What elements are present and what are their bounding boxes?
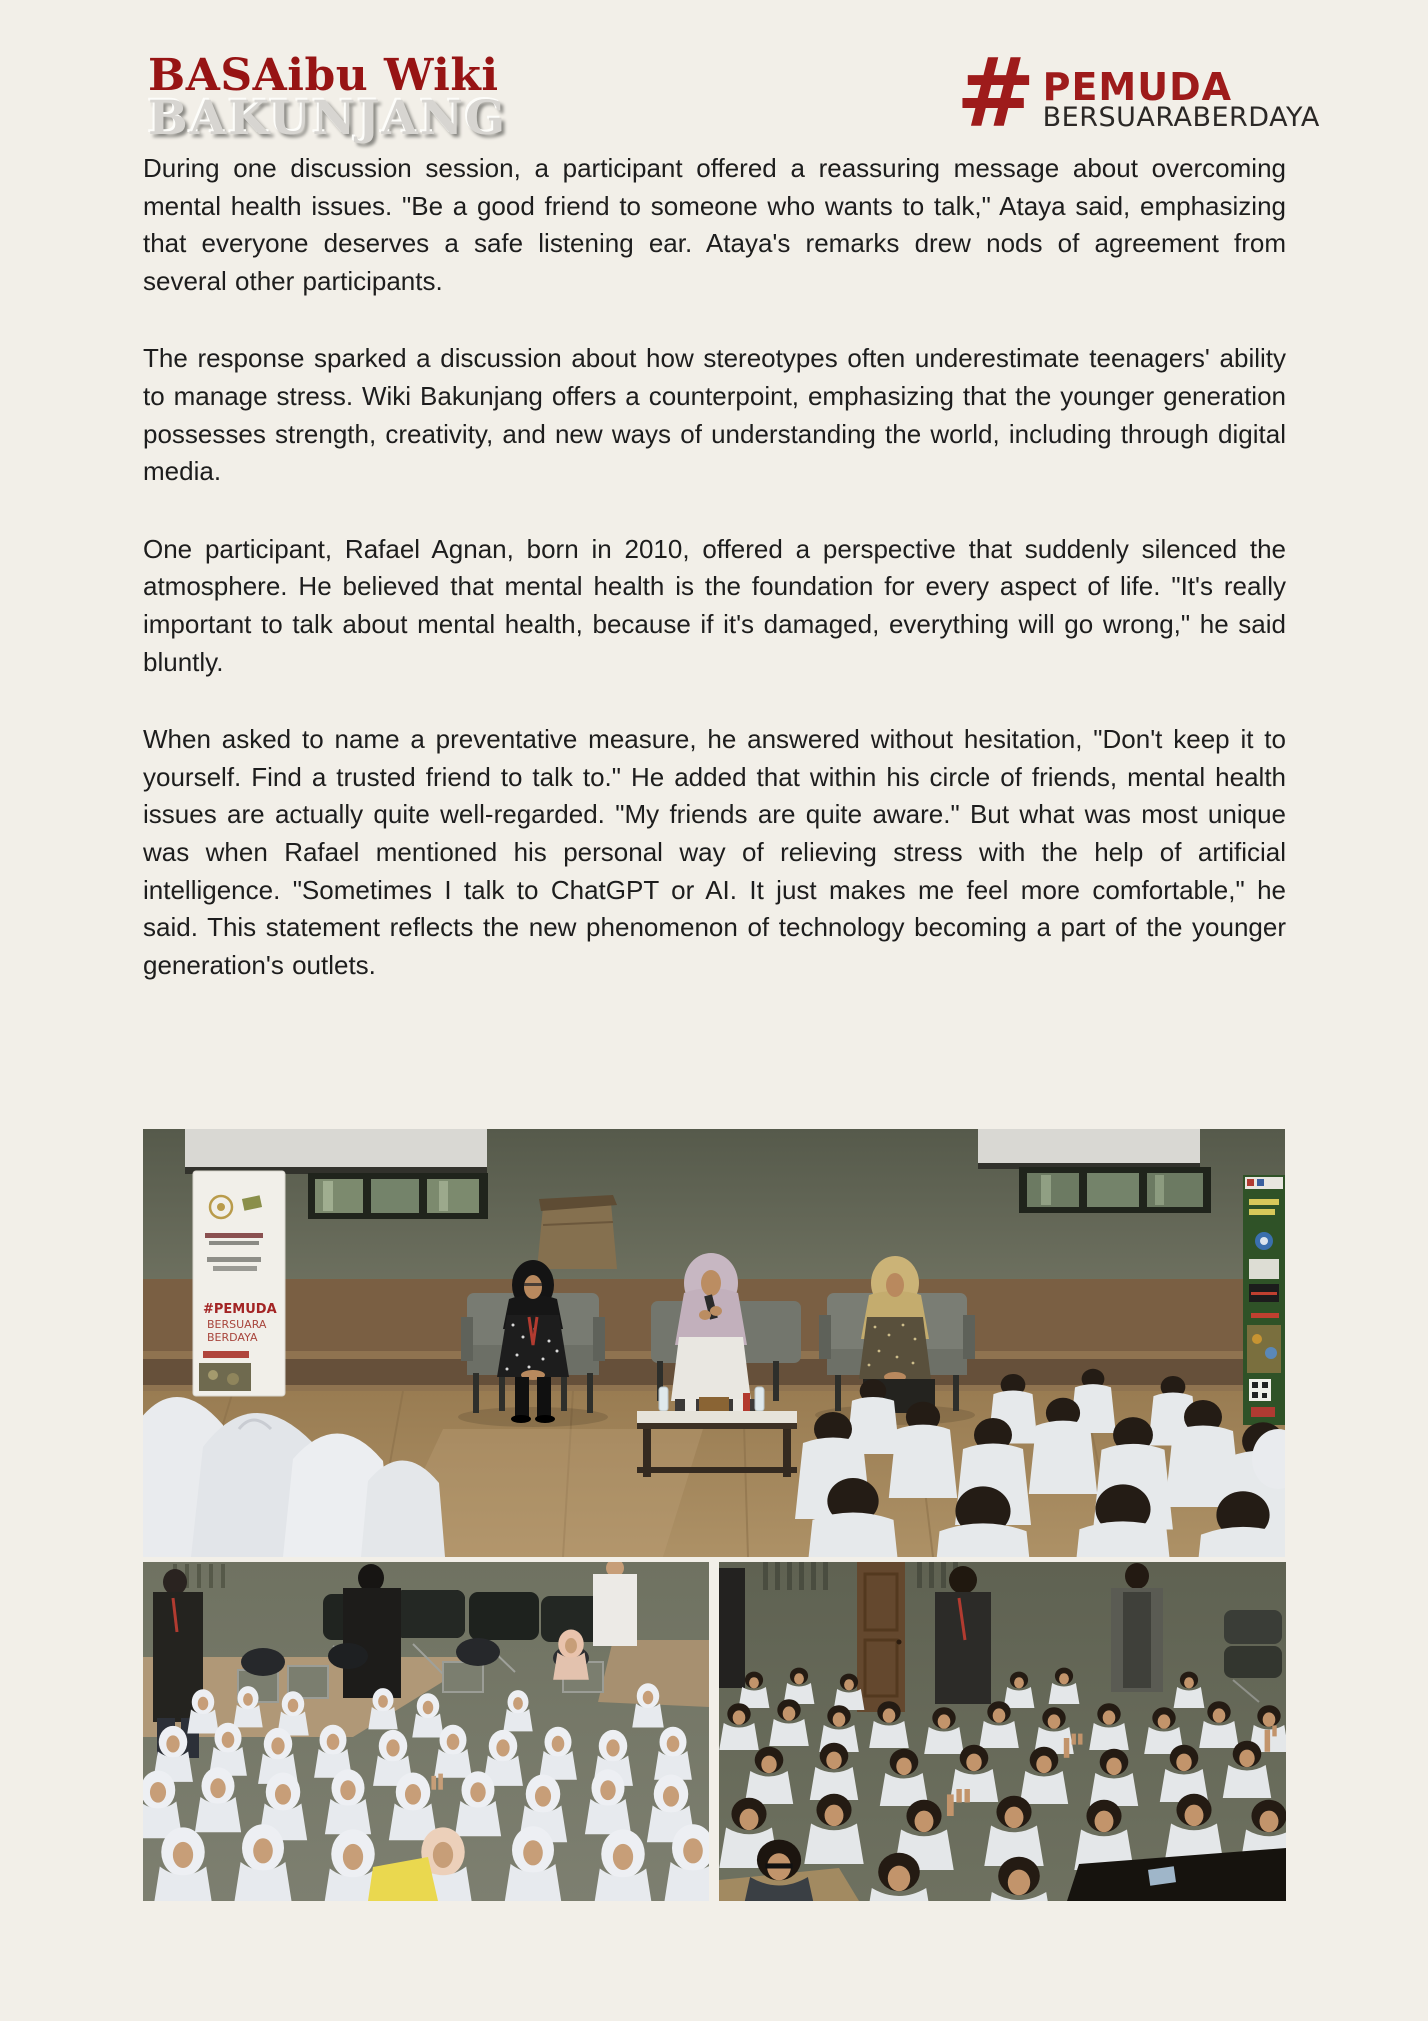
bakunjang-wordmark: BAKUNJANG <box>148 91 508 146</box>
face <box>524 1275 542 1299</box>
paragraph-3: One participant, Rafael Agnan, born in 2010, offered a perspective that suddenly silenced the atmosphere. He believed that mental health is the foundation for every aspect of life. "It's really important to talk about mental health, because if it's damaged, everything will go wrong," he said bluntly. <box>143 533 1286 677</box>
hashtag-icon: # <box>956 39 1036 149</box>
water-bottle <box>755 1387 764 1411</box>
photo-audience-boys <box>719 1562 1286 1901</box>
rollup-banner-green <box>1243 1175 1285 1425</box>
banner-text-berdaya: BERDAYA <box>207 1331 258 1344</box>
hall-door <box>857 1562 905 1712</box>
paragraph-2: The response sparked a discussion about how stereotypes often underestimate teenagers' ability to manage stress. Wiki Bakunjang offers a counterpoint, emphasizing that the younger generation possesses strength, creativity, and new ways of understanding the world, including through digital media. <box>143 343 1286 487</box>
paragraph-4: When asked to name a preventative measure, he answered without hesitation, "Don't keep it to yourself. Find a trusted friend to talk to." He added that within his circle of friends, mental health issues are actually quite well-regarded. "My friends are quite aware." But what was most unique was when Rafael mentioned his personal way of relieving stress with the help of artificial intelligence. "Sometimes I talk to ChatGPT or AI. It just makes me feel more comfortable," he said. This statement reflects the new phenomenon of technology becoming a part of the younger generation's outlets. <box>143 724 1286 980</box>
basaibu-wiki-wordmark: BASAibu Wiki <box>148 50 499 101</box>
snack-box <box>699 1397 729 1411</box>
window-band-left <box>308 1173 488 1219</box>
standing-person-white <box>593 1562 637 1646</box>
white-blouse <box>671 1337 751 1401</box>
face <box>701 1270 721 1296</box>
podium <box>537 1195 617 1269</box>
basaibu-wiki-logo <box>148 50 508 146</box>
banner-text-bersuara: BERSUARA <box>207 1318 267 1331</box>
window-band-right <box>1019 1167 1211 1213</box>
paragraph-1: During one discussion session, a participant offered a reassuring message about overcoming mental health issues. "Be a good friend to someone who wants to talk," Ataya said, emphasizing that everyone deserves a safe listening ear. Ataya's remarks drew nods of agreement from several other participants. <box>143 153 1286 296</box>
page-bottom-edge <box>0 2021 1428 2028</box>
photo-audience-girls <box>143 1562 709 1901</box>
main-photo-panel-discussion <box>143 1129 1285 1557</box>
water-bottle <box>659 1387 668 1411</box>
photo-collage <box>143 1129 1285 1901</box>
batik-top <box>859 1317 931 1379</box>
pemuda-wordmark: PEMUDA <box>1042 65 1233 109</box>
pemuda-logo <box>956 39 1320 149</box>
bersuaraberdaya-wordmark: BERSUARABERDAYA <box>1042 102 1320 133</box>
patterned-jacket <box>497 1315 569 1377</box>
rollup-banner-white <box>193 1171 285 1396</box>
projection-screen-right <box>978 1129 1200 1169</box>
banner-text-pemuda: #PEMUDA <box>203 1302 277 1317</box>
article-body <box>143 150 1286 1024</box>
face <box>886 1273 904 1297</box>
